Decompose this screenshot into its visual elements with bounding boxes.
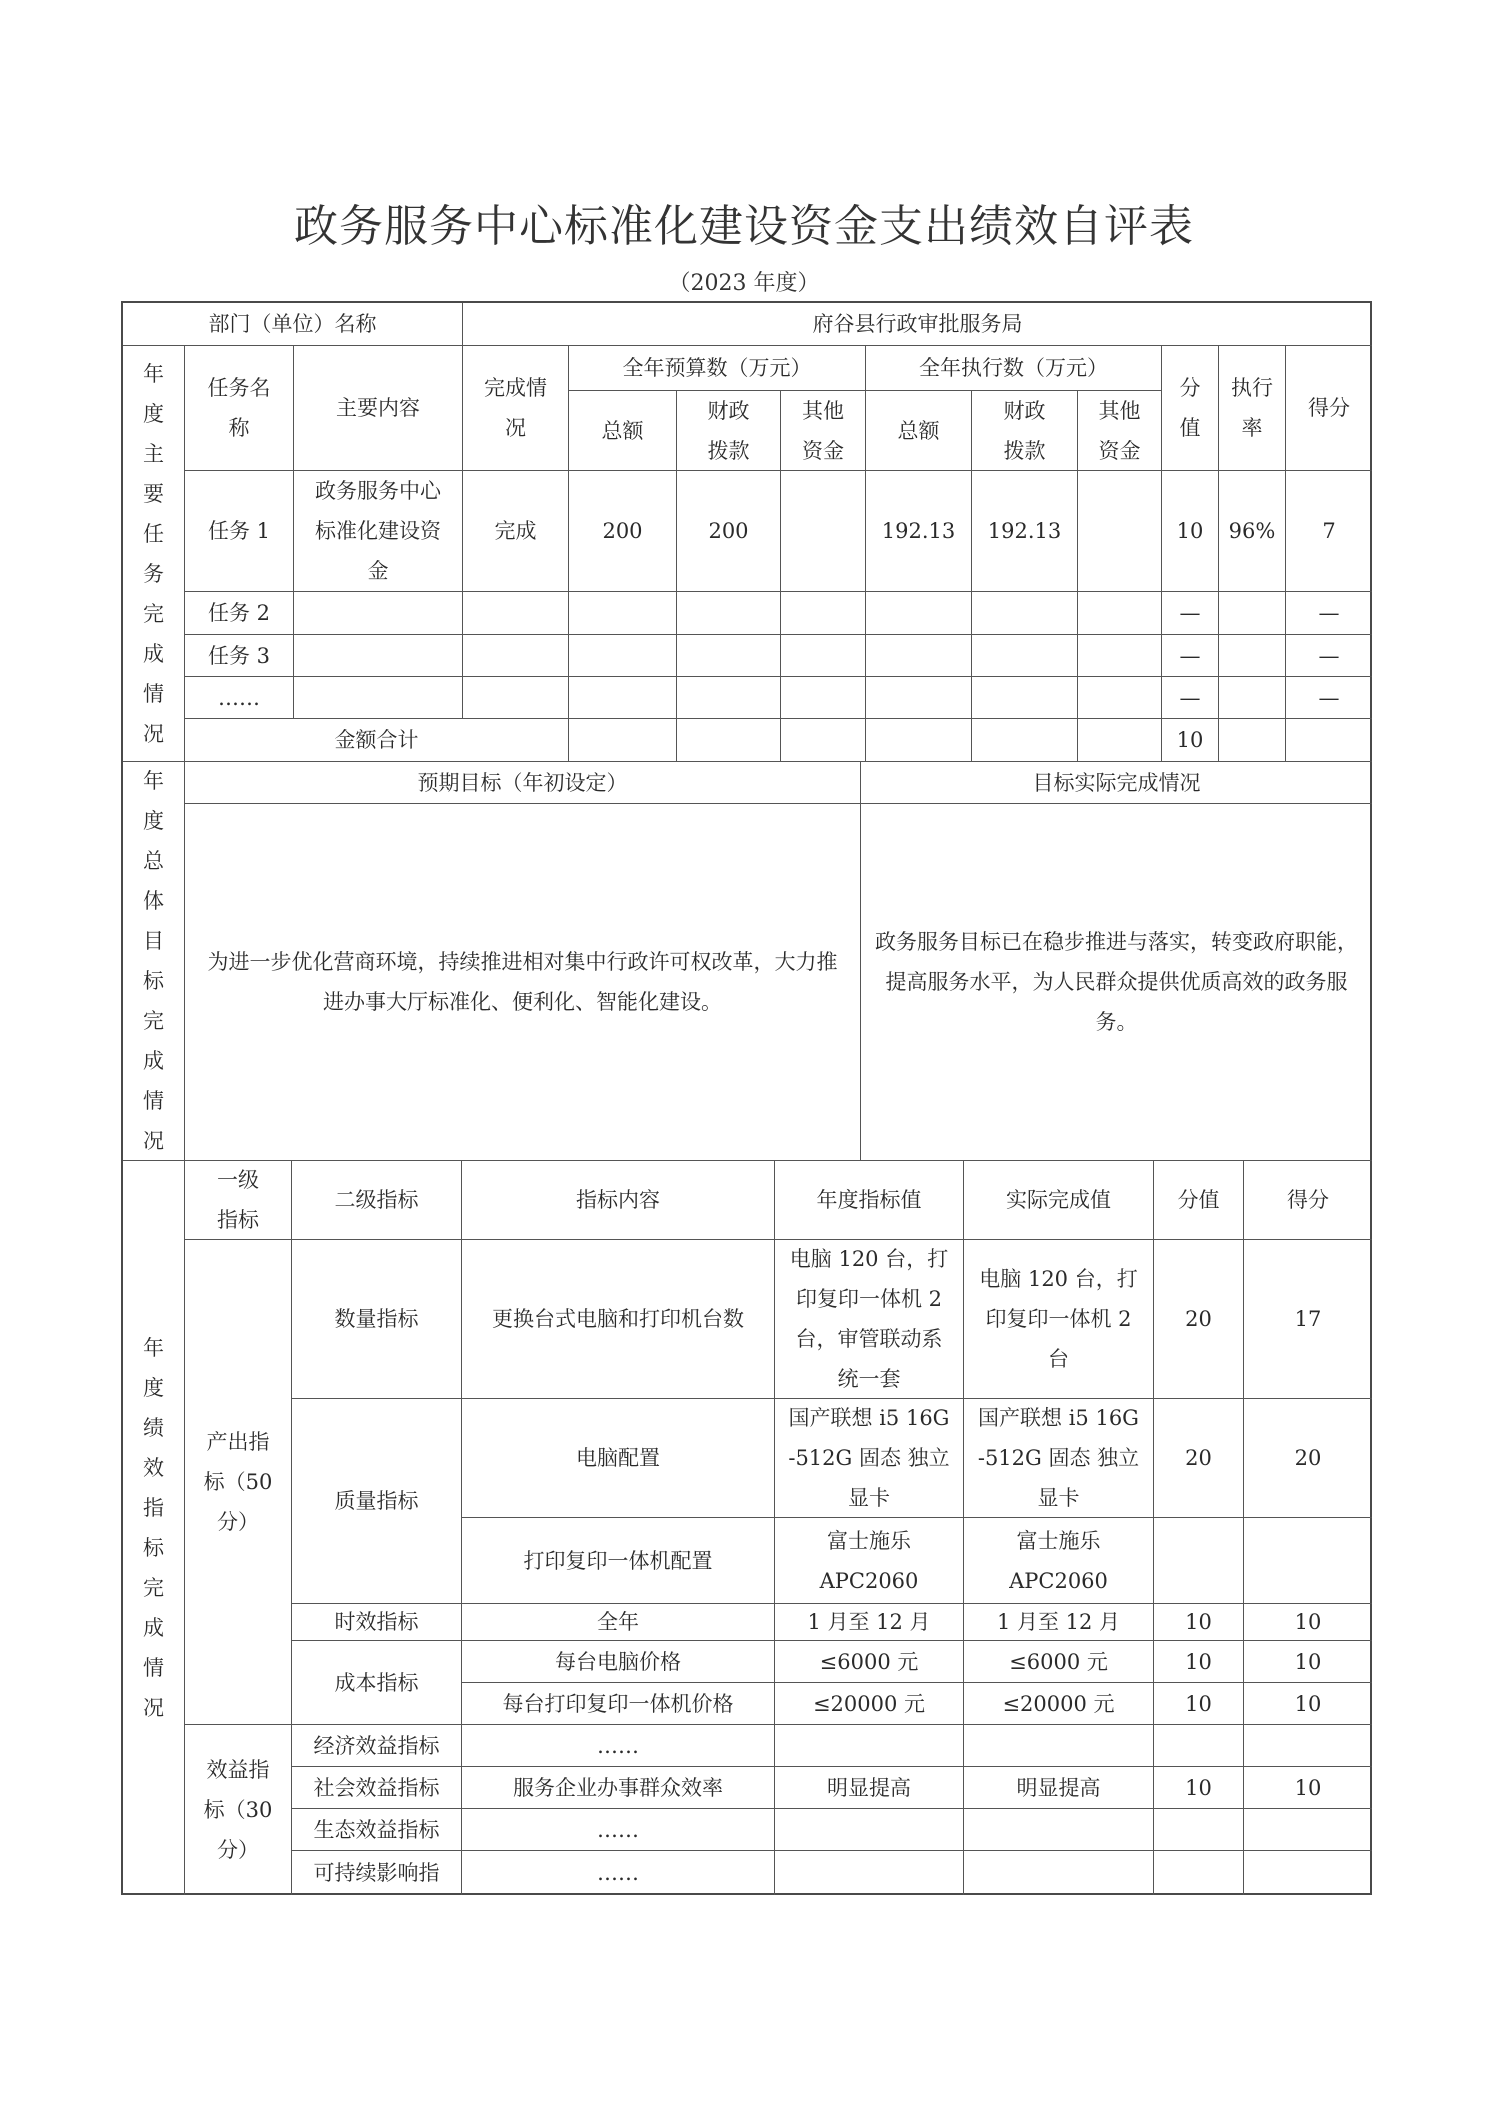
evaluation-table (121, 301, 1372, 1895)
sum-budget-fiscal (677, 719, 781, 762)
sum-exec-total (866, 719, 972, 762)
task2-rate (1219, 592, 1286, 635)
header-points: 分值 (1162, 346, 1219, 471)
sustain-level2: 可持续影响指 (292, 1851, 462, 1895)
sum-budget-other (781, 719, 866, 762)
task1-budget-fiscal: 200 (677, 471, 781, 592)
sum-points: 10 (1162, 719, 1219, 762)
header-budget: 全年预算数（万元） (569, 346, 866, 391)
task1-points: 10 (1162, 471, 1219, 592)
quality-level2: 质量指标 (292, 1399, 462, 1604)
social-actual: 明显提高 (964, 1767, 1154, 1809)
quality2-content: 打印复印一体机配置 (462, 1518, 775, 1604)
task1-exec-fiscal: 192.13 (972, 471, 1078, 592)
social-score: 10 (1244, 1767, 1372, 1809)
dept-label: 部门（单位）名称 (123, 303, 463, 346)
social-points: 10 (1154, 1767, 1244, 1809)
eco-points (1154, 1809, 1244, 1851)
header-exec-total: 总额 (866, 391, 972, 471)
sum-label: 金额合计 (185, 719, 569, 762)
task-more-status (463, 677, 569, 719)
social-content: 服务企业办事群众效率 (462, 1767, 775, 1809)
task2-points: — (1162, 592, 1219, 635)
dept-value: 府谷县行政审批服务局 (463, 303, 1372, 346)
page-title: 政务服务中心标准化建设资金支出绩效自评表 (294, 201, 1194, 252)
eco-content: …… (462, 1809, 775, 1851)
header-annual-target: 年度指标值 (775, 1161, 964, 1240)
quality1-score: 20 (1244, 1399, 1372, 1518)
quality1-content: 电脑配置 (462, 1399, 775, 1518)
cost1-content: 每台电脑价格 (462, 1641, 775, 1683)
cost2-points: 10 (1154, 1683, 1244, 1725)
sum-exec-other (1078, 719, 1162, 762)
task1-exec-total: 192.13 (866, 471, 972, 592)
section2-side-label: 年度总体目标完成情况 (123, 762, 185, 1161)
timeliness-score: 10 (1244, 1604, 1372, 1641)
header-indicator-points: 分值 (1154, 1161, 1244, 1240)
task3-budget-total (569, 635, 677, 677)
quality2-score (1244, 1518, 1372, 1604)
header-exec-other: 其他资金 (1078, 391, 1162, 471)
social-target: 明显提高 (775, 1767, 964, 1809)
actual-text: 政务服务目标已在稳步推进与落实，转变政府职能，提高服务水平，为人民群众提供优质高效的政务服务。 (861, 804, 1372, 1161)
timeliness-content: 全年 (462, 1604, 775, 1641)
cost1-target: ≤6000 元 (775, 1641, 964, 1683)
header-completion-status: 完成情况 (463, 346, 569, 471)
eco-target (775, 1809, 964, 1851)
sustain-points (1154, 1851, 1244, 1895)
task3-name: 任务 3 (185, 635, 294, 677)
eco-actual (964, 1809, 1154, 1851)
header-exec-rate: 执行率 (1219, 346, 1286, 471)
task3-score: — (1286, 635, 1372, 677)
task2-exec-fiscal (972, 592, 1078, 635)
timeliness-target: 1 月至 12 月 (775, 1604, 964, 1641)
task3-exec-total (866, 635, 972, 677)
timeliness-level2: 时效指标 (292, 1604, 462, 1641)
task1-budget-total: 200 (569, 471, 677, 592)
quality1-actual: 国产联想 i5 16G -512G 固态 独立显卡 (964, 1399, 1154, 1518)
quantity-target: 电脑 120 台，打印复印一体机 2 台，审管联动系统一套 (775, 1240, 964, 1399)
header-budget-total: 总额 (569, 391, 677, 471)
task-more-budget-total (569, 677, 677, 719)
sustain-content: …… (462, 1851, 775, 1895)
timeliness-actual: 1 月至 12 月 (964, 1604, 1154, 1641)
task2-budget-fiscal (677, 592, 781, 635)
quality2-target: 富士施乐 APC2060 (775, 1518, 964, 1604)
task-more-budget-fiscal (677, 677, 781, 719)
task1-name: 任务 1 (185, 471, 294, 592)
header-indicator-score: 得分 (1244, 1161, 1372, 1240)
benefit-indicator-label: 效益指标（30分） (185, 1725, 292, 1895)
task1-score: 7 (1286, 471, 1372, 592)
cost-level2: 成本指标 (292, 1641, 462, 1725)
goal-text: 为进一步优化营商环境，持续推进相对集中行政许可权改革，大力推进办事大厅标准化、便利化、智能化建设。 (185, 804, 861, 1161)
quantity-points: 20 (1154, 1240, 1244, 1399)
eco-level2: 生态效益指标 (292, 1809, 462, 1851)
task-more-budget-other (781, 677, 866, 719)
task-more-score: — (1286, 677, 1372, 719)
task-more-exec-other (1078, 677, 1162, 719)
task1-status: 完成 (463, 471, 569, 592)
task2-exec-total (866, 592, 972, 635)
econ-score (1244, 1725, 1372, 1767)
task1-content: 政务服务中心标准化建设资金 (294, 471, 463, 592)
econ-content: …… (462, 1725, 775, 1767)
task-more-name: …… (185, 677, 294, 719)
quality2-points (1154, 1518, 1244, 1604)
section3-side-label: 年度绩效指标完成情况 (123, 1161, 185, 1895)
quantity-actual: 电脑 120 台，打印复印一体机 2 台 (964, 1240, 1154, 1399)
task3-budget-other (781, 635, 866, 677)
task2-status (463, 592, 569, 635)
cost2-target: ≤20000 元 (775, 1683, 964, 1725)
task3-content (294, 635, 463, 677)
cost2-score: 10 (1244, 1683, 1372, 1725)
page-subtitle: （2023 年度） (668, 271, 820, 296)
task1-rate: 96% (1219, 471, 1286, 592)
task2-exec-other (1078, 592, 1162, 635)
task-more-exec-total (866, 677, 972, 719)
header-level2: 二级指标 (292, 1161, 462, 1240)
sum-rate (1219, 719, 1286, 762)
header-budget-other: 其他资金 (781, 391, 866, 471)
cost2-content: 每台打印复印一体机价格 (462, 1683, 775, 1725)
header-exec-fiscal: 财政拨款 (972, 391, 1078, 471)
quality2-actual: 富士施乐 APC2060 (964, 1518, 1154, 1604)
task2-content (294, 592, 463, 635)
header-task-name: 任务名称 (185, 346, 294, 471)
task2-budget-total (569, 592, 677, 635)
header-indicator-content: 指标内容 (462, 1161, 775, 1240)
social-level2: 社会效益指标 (292, 1767, 462, 1809)
goal-header: 预期目标（年初设定） (185, 762, 861, 804)
timeliness-points: 10 (1154, 1604, 1244, 1641)
output-indicator-label: 产出指标（50分） (185, 1240, 292, 1725)
task3-rate (1219, 635, 1286, 677)
section1-side-label: 年度主要任务完成情况 (123, 346, 185, 762)
sum-exec-fiscal (972, 719, 1078, 762)
task3-exec-fiscal (972, 635, 1078, 677)
quantity-level2: 数量指标 (292, 1240, 462, 1399)
task-more-points: — (1162, 677, 1219, 719)
header-score: 得分 (1286, 346, 1372, 471)
task-more-rate (1219, 677, 1286, 719)
quality1-points: 20 (1154, 1399, 1244, 1518)
cost1-actual: ≤6000 元 (964, 1641, 1154, 1683)
task-more-content (294, 677, 463, 719)
cost1-points: 10 (1154, 1641, 1244, 1683)
sum-budget-total (569, 719, 677, 762)
actual-header: 目标实际完成情况 (861, 762, 1372, 804)
econ-target (775, 1725, 964, 1767)
sustain-actual (964, 1851, 1154, 1895)
econ-actual (964, 1725, 1154, 1767)
task3-status (463, 635, 569, 677)
header-actual-value: 实际完成值 (964, 1161, 1154, 1240)
task2-score: — (1286, 592, 1372, 635)
quantity-score: 17 (1244, 1240, 1372, 1399)
task1-budget-other (781, 471, 866, 592)
task3-exec-other (1078, 635, 1162, 677)
quality1-target: 国产联想 i5 16G -512G 固态 独立显卡 (775, 1399, 964, 1518)
econ-points (1154, 1725, 1244, 1767)
quantity-content: 更换台式电脑和打印机台数 (462, 1240, 775, 1399)
task3-points: — (1162, 635, 1219, 677)
cost1-score: 10 (1244, 1641, 1372, 1683)
eco-score (1244, 1809, 1372, 1851)
sustain-target (775, 1851, 964, 1895)
header-execution: 全年执行数（万元） (866, 346, 1162, 391)
task2-budget-other (781, 592, 866, 635)
sustain-score (1244, 1851, 1372, 1895)
header-budget-fiscal: 财政拨款 (677, 391, 781, 471)
task2-name: 任务 2 (185, 592, 294, 635)
cost2-actual: ≤20000 元 (964, 1683, 1154, 1725)
task3-budget-fiscal (677, 635, 781, 677)
task-more-exec-fiscal (972, 677, 1078, 719)
task1-exec-other (1078, 471, 1162, 592)
econ-level2: 经济效益指标 (292, 1725, 462, 1767)
sum-score (1286, 719, 1372, 762)
header-main-content: 主要内容 (294, 346, 463, 471)
header-level1: 一级指标 (185, 1161, 292, 1240)
